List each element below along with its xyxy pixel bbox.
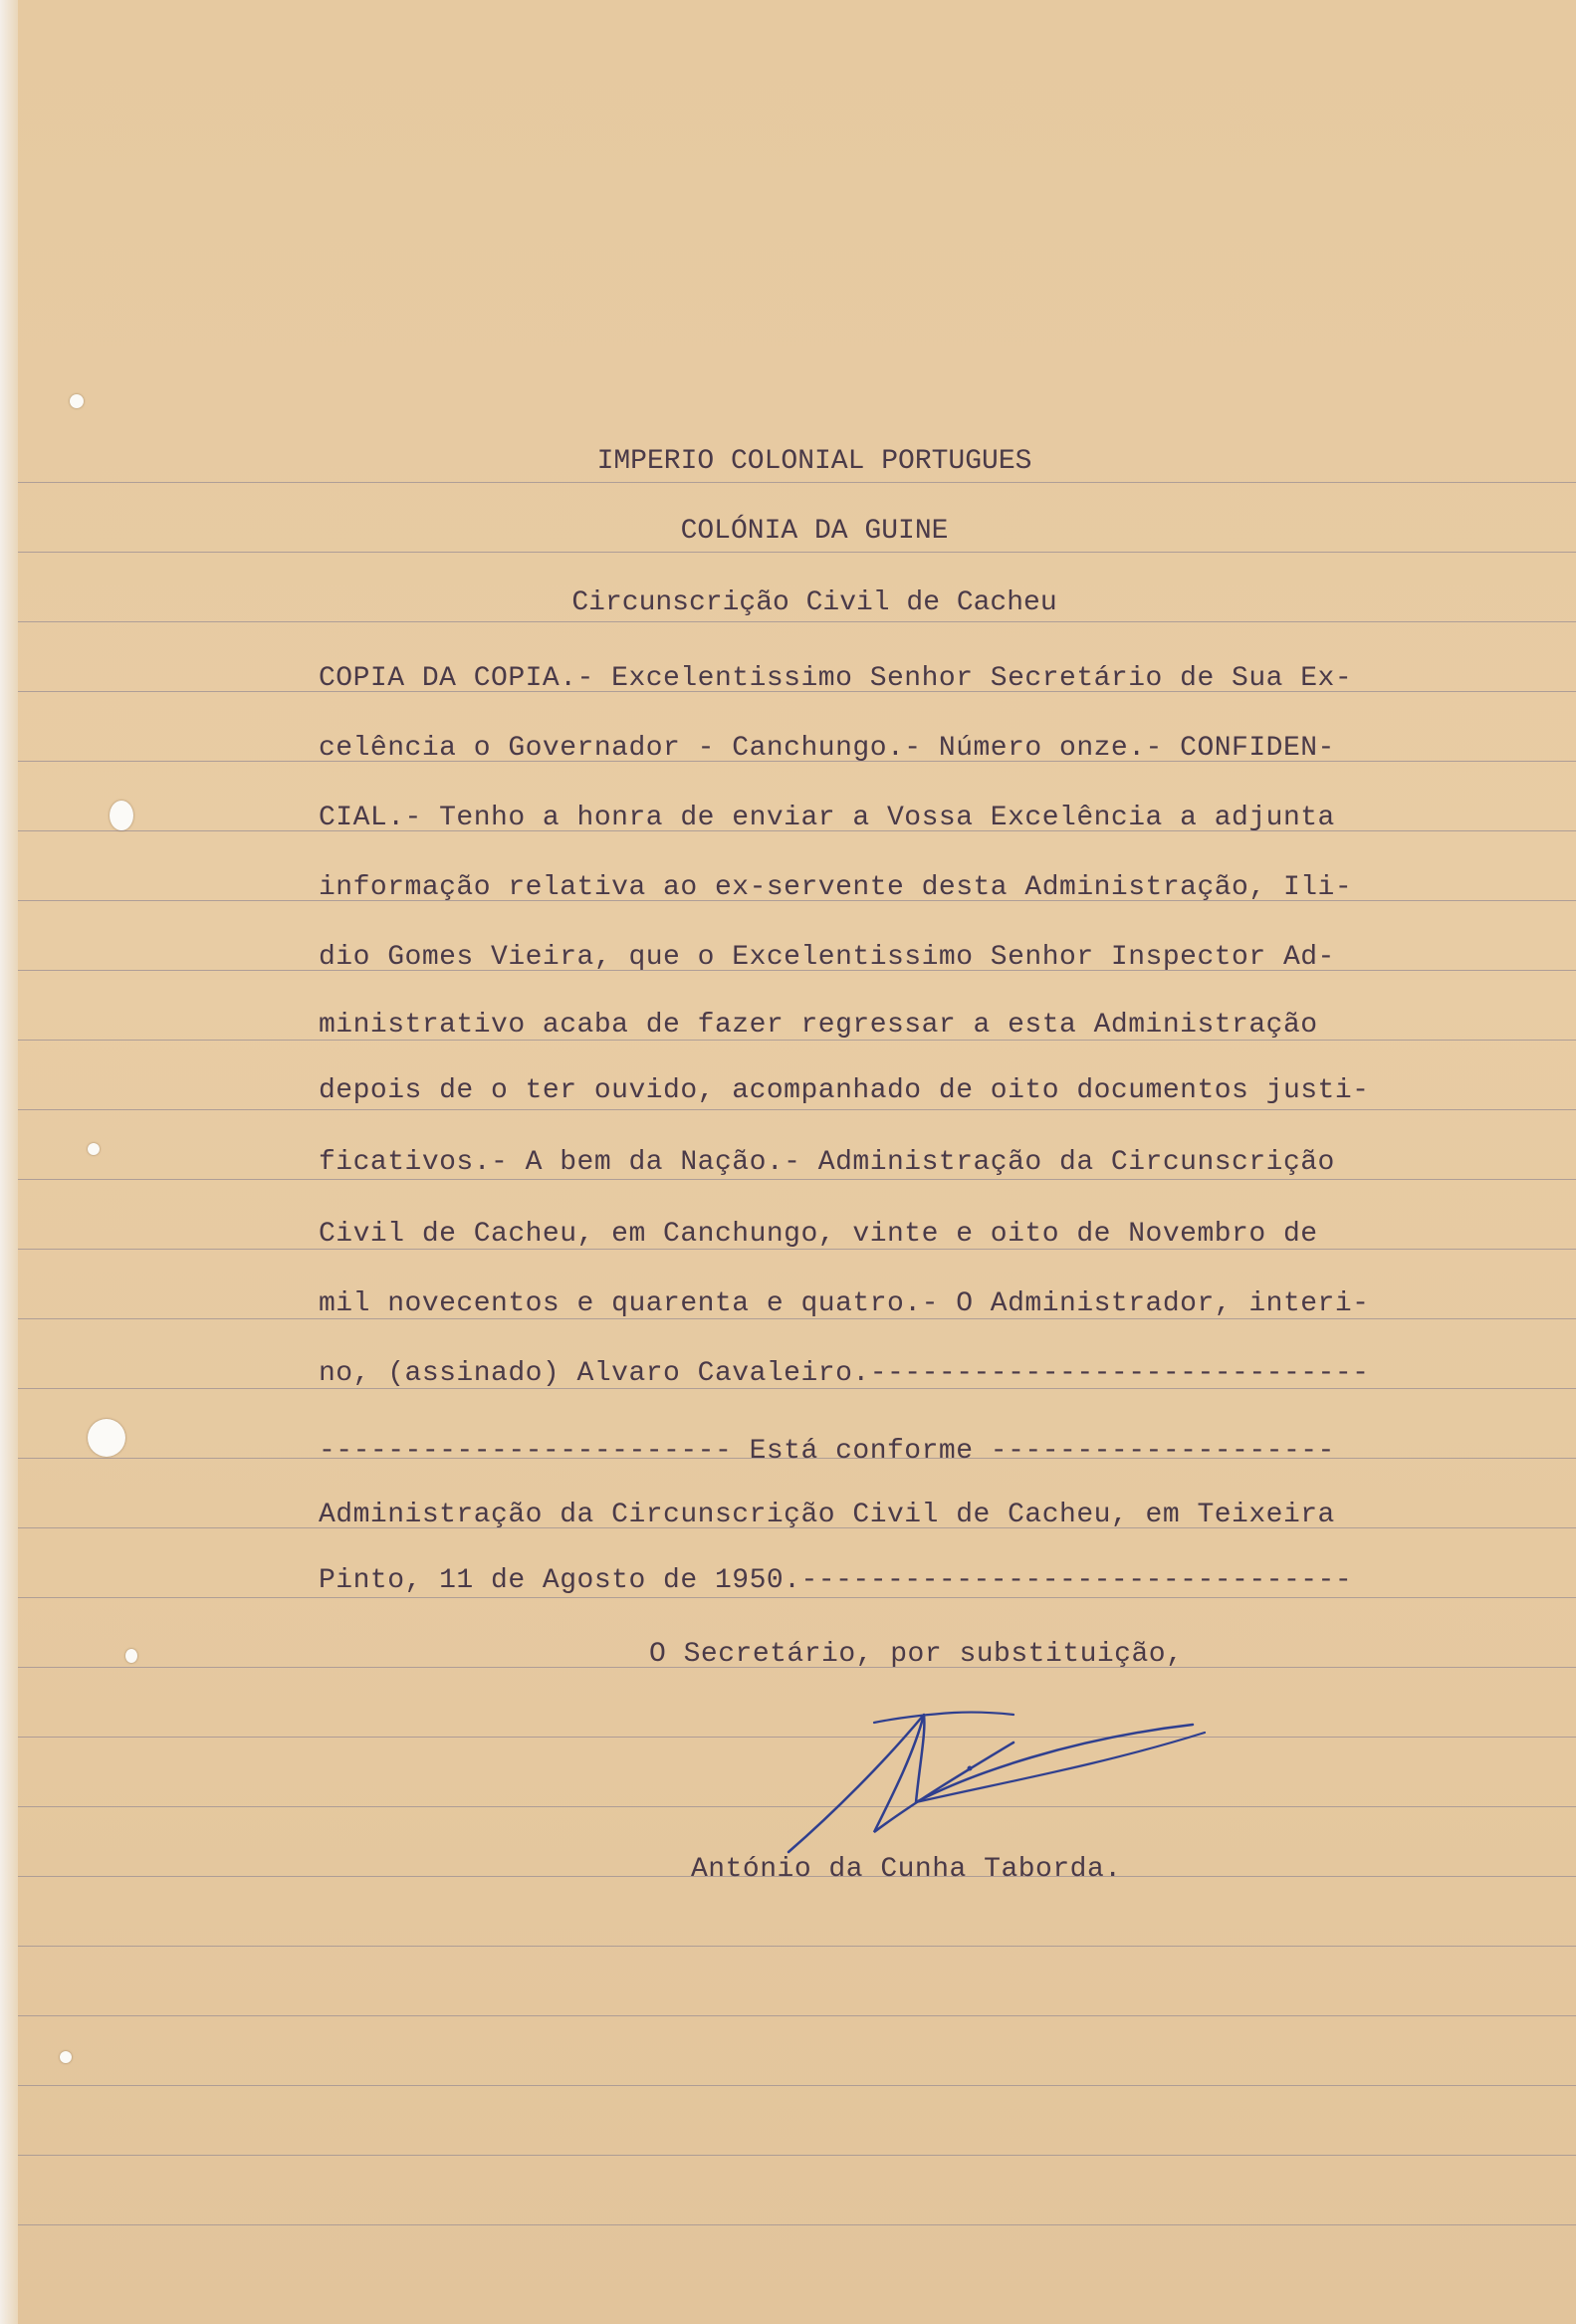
body-line: celência o Governador - Canchungo.- Número onze.- CONFIDEN- bbox=[319, 733, 1335, 764]
body-line: mil novecentos e quarenta e quatro.- O Administrador, interi- bbox=[319, 1288, 1370, 1319]
ruled-line bbox=[18, 2155, 1576, 2156]
closing-role: O Secretário, por substituição, bbox=[649, 1639, 1184, 1670]
ruled-line bbox=[18, 1946, 1576, 1947]
ruled-line bbox=[18, 2085, 1576, 2086]
punch-hole bbox=[88, 1143, 100, 1155]
punch-hole bbox=[88, 1419, 125, 1457]
header-empire: IMPERIO COLONIAL PORTUGUES bbox=[596, 446, 1032, 477]
document-page bbox=[18, 0, 1576, 2324]
body-line: no, (assinado) Alvaro Cavaleiro.----------------------------- bbox=[319, 1358, 1370, 1389]
ruled-line bbox=[18, 1179, 1576, 1180]
punch-hole bbox=[110, 801, 133, 830]
ruled-line bbox=[18, 1109, 1576, 1110]
body-line: COPIA DA COPIA.- Excelentissimo Senhor Secretário de Sua Ex- bbox=[319, 663, 1353, 694]
header-circunscricao: Circunscrição Civil de Cacheu bbox=[571, 587, 1057, 618]
body-line: ficativos.- A bem da Nação.- Administração da Circunscrição bbox=[319, 1147, 1335, 1178]
ruled-line bbox=[18, 621, 1576, 622]
ruled-line bbox=[18, 2015, 1576, 2016]
body-line: Administração da Circunscrição Civil de Cacheu, em Teixeira bbox=[319, 1500, 1335, 1530]
ruled-line bbox=[18, 482, 1576, 483]
header-colony: COLÓNIA DA GUINE bbox=[680, 516, 949, 547]
body-line: ------------------------ Está conforme -------------------- bbox=[319, 1436, 1335, 1467]
ruled-line bbox=[18, 1597, 1576, 1598]
punch-hole bbox=[70, 394, 84, 408]
body-line: ministrativo acaba de fazer regressar a esta Administração bbox=[319, 1010, 1318, 1041]
signatory-name: António da Cunha Taborda. bbox=[691, 1854, 1122, 1885]
ruled-line bbox=[18, 552, 1576, 553]
body-line: informação relativa ao ex-servente desta Administração, Ili- bbox=[319, 872, 1353, 903]
body-line: CIAL.- Tenho a honra de enviar a Vossa Excelência a adjunta bbox=[319, 803, 1335, 833]
paper-edge bbox=[0, 0, 18, 2324]
body-line: Pinto, 11 de Agosto de 1950.-------------------------------- bbox=[319, 1565, 1353, 1596]
punch-hole bbox=[125, 1649, 137, 1663]
signature bbox=[775, 1693, 1213, 1872]
ruled-line bbox=[18, 2224, 1576, 2225]
body-line: Civil de Cacheu, em Canchungo, vinte e oito de Novembro de bbox=[319, 1219, 1318, 1250]
punch-hole bbox=[60, 2051, 72, 2063]
body-line: depois de o ter ouvido, acompanhado de oito documentos justi- bbox=[319, 1075, 1370, 1106]
body-line: dio Gomes Vieira, que o Excelentissimo Senhor Inspector Ad- bbox=[319, 942, 1335, 973]
